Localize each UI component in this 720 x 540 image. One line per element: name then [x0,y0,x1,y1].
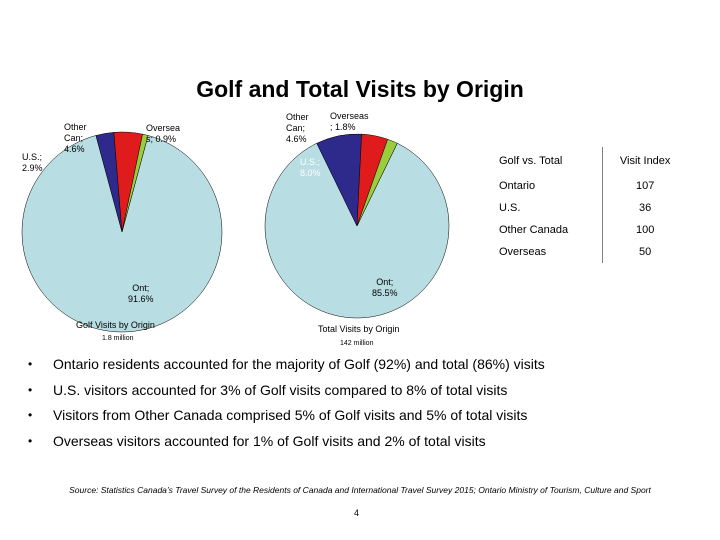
total-label-us: U.S.; 8.0% [300,157,321,178]
table-header-cell: Golf vs. Total [499,155,563,167]
golf-label-overseas: Oversea s; 0.9% [146,123,181,144]
table-row [494,175,686,197]
table-row [494,219,686,241]
total-label-overseas: Overseas ; 1.8% [330,111,369,132]
table-row [494,197,686,219]
table-cell: 50 [603,241,686,263]
golf-caption: Golf Visits by Origin [76,320,155,330]
golf-pie [22,132,222,332]
bullet-icon: • [28,357,33,371]
table-cell: 36 [603,197,686,219]
table-row [494,241,686,263]
total-label-ont: Ont; 85.5% [372,277,398,298]
table-cell: 100 [603,219,686,241]
list-item [28,403,545,429]
table-header-row [494,147,686,175]
total-subcaption: 142 million [340,340,374,347]
bullet-icon: • [28,408,33,422]
list-item-text: Ontario residents accounted for the majority of Golf (92%) and total (86%) visits [53,356,545,372]
golf-subcaption: 1.8 million [102,335,134,342]
list-item-text: U.S. visitors accounted for 3% of Golf visits compared to 8% of total visits [53,381,508,398]
list-item [28,378,545,404]
page-number: 4 [354,508,360,518]
bullet-icon: • [28,433,33,448]
visit-index-table [494,147,686,263]
golf-label-other-can: Other Can; 4.6% [64,122,87,154]
table-cell: Other Canada [499,224,569,236]
list-item-text: Overseas visitors accounted for 1% of Golf visits and 2% of total visits [53,432,486,449]
list-item-text: Visitors from Other Canada comprised 5% of Golf visits and 5% of total visits [53,407,528,423]
total-pie [265,134,449,318]
bullet-icon: • [28,382,33,397]
page-title: Golf and Total Visits by Origin [196,76,524,102]
golf-label-us: U.S.; 2.9% [22,152,43,173]
list-item [28,429,545,455]
total-label-other-can: Other Can; 4.6% [286,112,309,144]
table-cell: 107 [603,175,686,197]
table-cell: U.S. [499,202,521,214]
list-item [28,352,545,378]
source-note: Source: Statistics Canada’s Travel Survey of the Residents of Canada and International Travel Survey 2015; Ontario Ministry of Tourism, Culture and Sport [69,485,651,495]
table-cell: Overseas [499,246,547,258]
key-findings-list [28,352,545,454]
table-header-cell: Visit Index [603,147,686,175]
golf-label-ont: Ont; 91.6% [128,283,154,304]
total-caption: Total Visits by Origin [318,324,400,334]
table-cell: Ontario [499,180,536,192]
